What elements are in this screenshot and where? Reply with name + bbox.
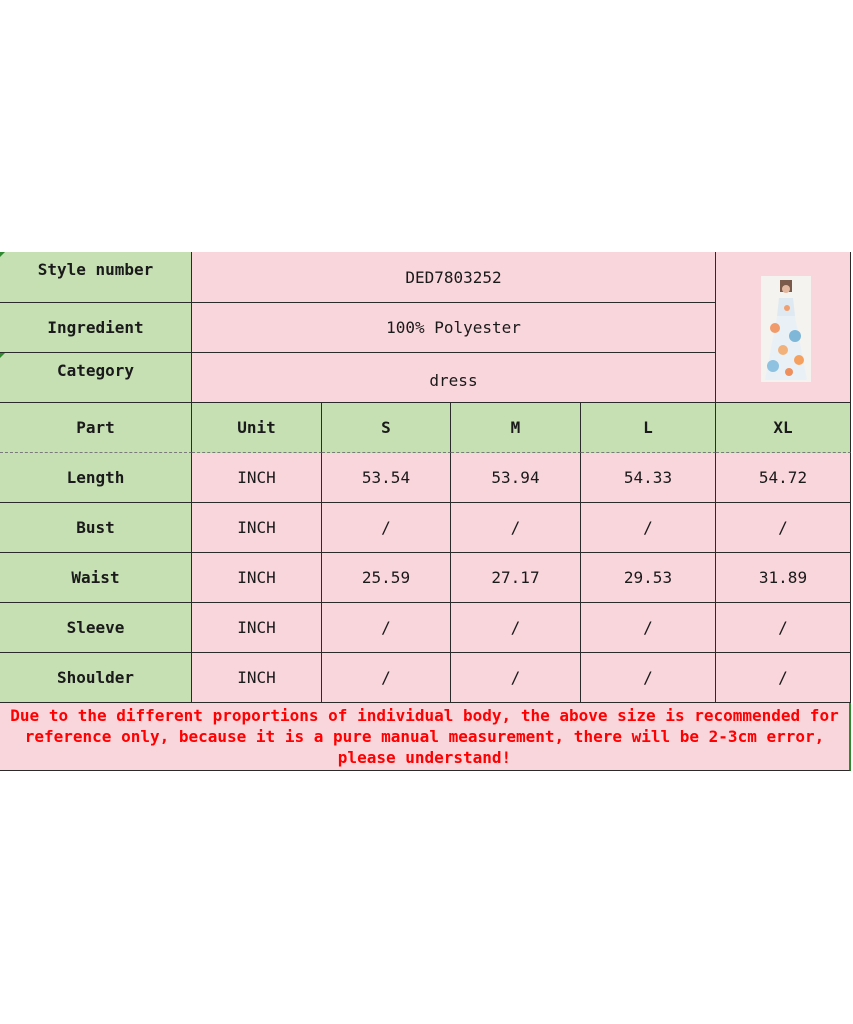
table-cell: 29.53	[581, 553, 716, 603]
table-cell: /	[716, 603, 851, 653]
table-cell: /	[581, 653, 716, 703]
ingredient-label: Ingredient	[0, 303, 192, 353]
table-cell: /	[322, 653, 451, 703]
table-cell: /	[581, 503, 716, 553]
column-header-unit: Unit	[192, 403, 322, 453]
table-cell: 54.72	[716, 453, 851, 503]
ingredient-value: 100% Polyester	[192, 303, 716, 353]
row-label-length: Length	[0, 453, 192, 503]
column-header-l: L	[581, 403, 716, 453]
style-number-value: DED7803252	[192, 252, 716, 303]
table-cell: 31.89	[716, 553, 851, 603]
table-cell: /	[716, 653, 851, 703]
column-header-xl: XL	[716, 403, 851, 453]
table-cell: /	[451, 603, 581, 653]
table-cell: /	[716, 503, 851, 553]
size-disclaimer-note: Due to the different proportions of individual body, the above size is recommended for reference only, because it is a pure manual measurement, there will be 2-3cm error, please understand!	[0, 702, 851, 771]
row-label-sleeve: Sleeve	[0, 603, 192, 653]
table-cell: INCH	[192, 653, 322, 703]
style-number-label: Style number	[0, 252, 192, 303]
table-cell: INCH	[192, 553, 322, 603]
column-header-m: M	[451, 403, 581, 453]
cell-corner-mark	[0, 353, 5, 358]
dress-product-image	[761, 276, 811, 382]
column-header-s: S	[322, 403, 451, 453]
size-chart-table	[0, 252, 851, 771]
cell-corner-mark	[0, 252, 5, 257]
row-label-waist: Waist	[0, 553, 192, 603]
table-cell: /	[581, 603, 716, 653]
table-cell: INCH	[192, 503, 322, 553]
table-cell: 53.54	[322, 453, 451, 503]
category-value: dress	[192, 353, 716, 403]
row-label-shoulder: Shoulder	[0, 653, 192, 703]
table-cell: /	[322, 603, 451, 653]
table-cell: 54.33	[581, 453, 716, 503]
row-label-bust: Bust	[0, 503, 192, 553]
table-cell: 53.94	[451, 453, 581, 503]
column-header-part: Part	[0, 403, 192, 453]
table-cell: INCH	[192, 603, 322, 653]
category-label: Category	[0, 353, 192, 403]
table-cell: 27.17	[451, 553, 581, 603]
table-cell: 25.59	[322, 553, 451, 603]
table-cell: INCH	[192, 453, 322, 503]
table-cell: /	[451, 503, 581, 553]
table-cell: /	[451, 653, 581, 703]
table-cell: /	[322, 503, 451, 553]
